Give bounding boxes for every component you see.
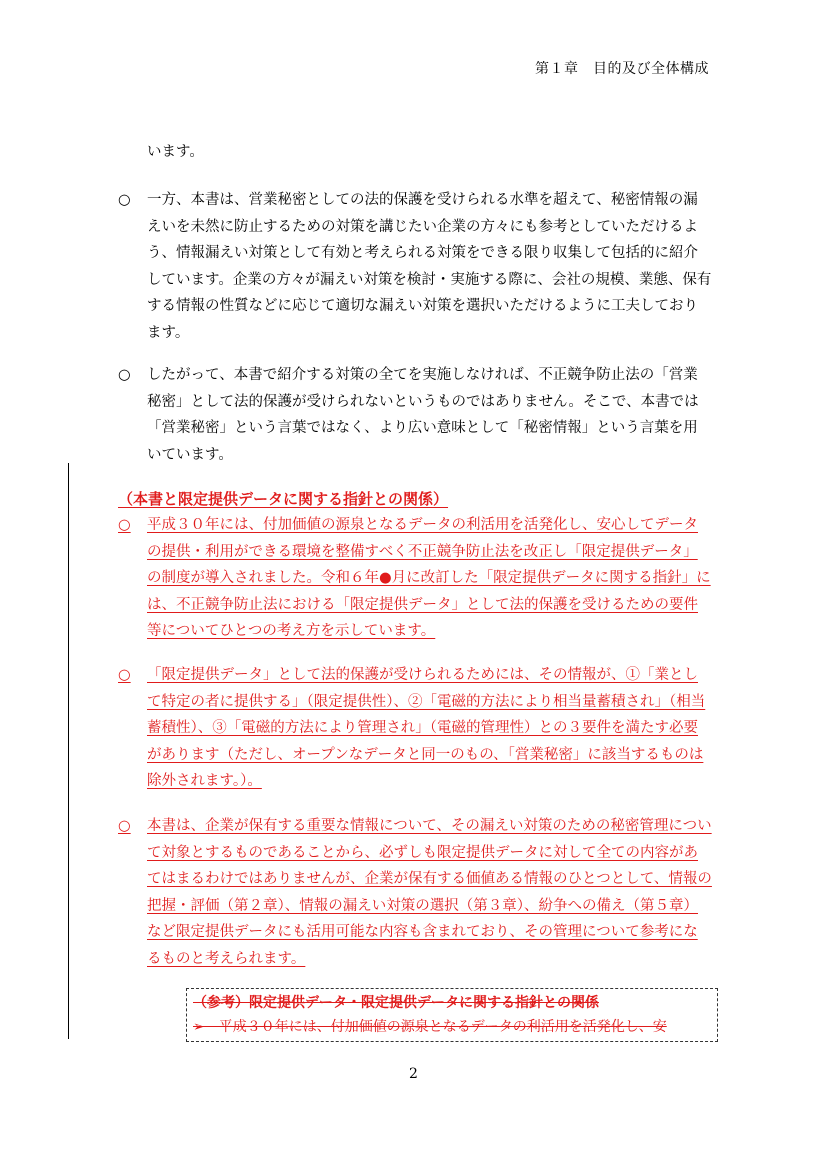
bullet-circle: ○ [118,517,131,533]
paragraph-text: したがって、本書で紹介する対策の全てを実施しなければ、不正競争防止法の「営業秘密」として法的保護が受けられないというものではありません。そこで、本書では「営業秘密」という言葉ではなく、より広い意味として「秘密情報」という言葉を用いています。 [147,367,699,463]
paragraph-1 [118,187,712,346]
section-heading: （本書と限定提供データに関する指針との関係） [118,490,449,508]
bullet-circle: ○ [118,192,131,208]
paragraph-4 [118,662,712,795]
paragraph-text: 「限定提供データ」として法的保護が受けられるためには、その情報が、①「業として特定の者に提供する」（限定提供性）、②「電磁的方法により相当量蓄積され」（相当蓄積性）、③「電磁的方法により管理され」（電磁的管理性）との３要件を満たす必要があります（ただし、オープンなデータと同一のもの、「営業秘密」に該当するものは除外されます。）。 [147,667,706,789]
reference-box-title: （参考）限定提供データ・限定提供データに関する指針との関係 [193,995,599,1011]
reference-box [186,988,718,1042]
paragraph-text: 一方、本書は、営業秘密としての法的保護を受けられる水準を超えて、秘密情報の漏えいを未然に防止するための対策を講じたい企業の方々にも参考としていただけるよう、情報漏えい対策として有効と考えられる対策をできる限り収集して包括的に紹介しています。企業の方々が漏えい対策を検討・実施する際に、会社の規模、業態、保有する情報の性質などに応じて適切な漏えい対策を選択いただけるように工夫しております。 [147,192,712,341]
paragraph-3 [118,512,712,645]
reference-box-line: ➢ 平成３０年には、付加価値の源泉となるデータの利活用を活発化し、安 [193,1019,667,1035]
bullet-circle: ○ [118,667,131,683]
bullet-circle: ○ [118,367,131,383]
paragraph-text: 本書は、企業が保有する重要な情報について、その漏えい対策のための秘密管理について対象とするものであることから、必ずしも限定提供データに対して全ての内容があてはまるわけではありませんが、企業が保有する価値ある情報のひとつとして、情報の把握・評価（第２章）、情報の漏えい対策の選択（第３章）、紛争への備え（第５章）など限定提供データにも活用可能な内容も含まれており、その管理について参考になるものと考えられます。 [147,818,712,967]
running-header: 第１章 目的及び全体構成 [535,61,709,77]
revision-change-bar [68,463,69,1039]
continuation-text: います。 [147,144,204,160]
paragraph-2 [118,362,712,468]
paragraph-continuation [118,139,712,166]
page-number: 2 [409,1066,418,1082]
bullet-circle: ○ [118,818,131,834]
paragraph-5 [118,813,712,972]
paragraph-text: 平成３０年には、付加価値の源泉となるデータの利活用を活発化し、安心してデータの提供・利用ができる環境を整備すべく不正競争防止法を改正し「限定提供データ」の制度が導入されました。令和６年●月に改訂した「限定提供データに関する指針」には、不正競争防止法における「限定提供データ」として法的保護を受けるための要件等についてひとつの考え方を示しています。 [147,517,711,639]
